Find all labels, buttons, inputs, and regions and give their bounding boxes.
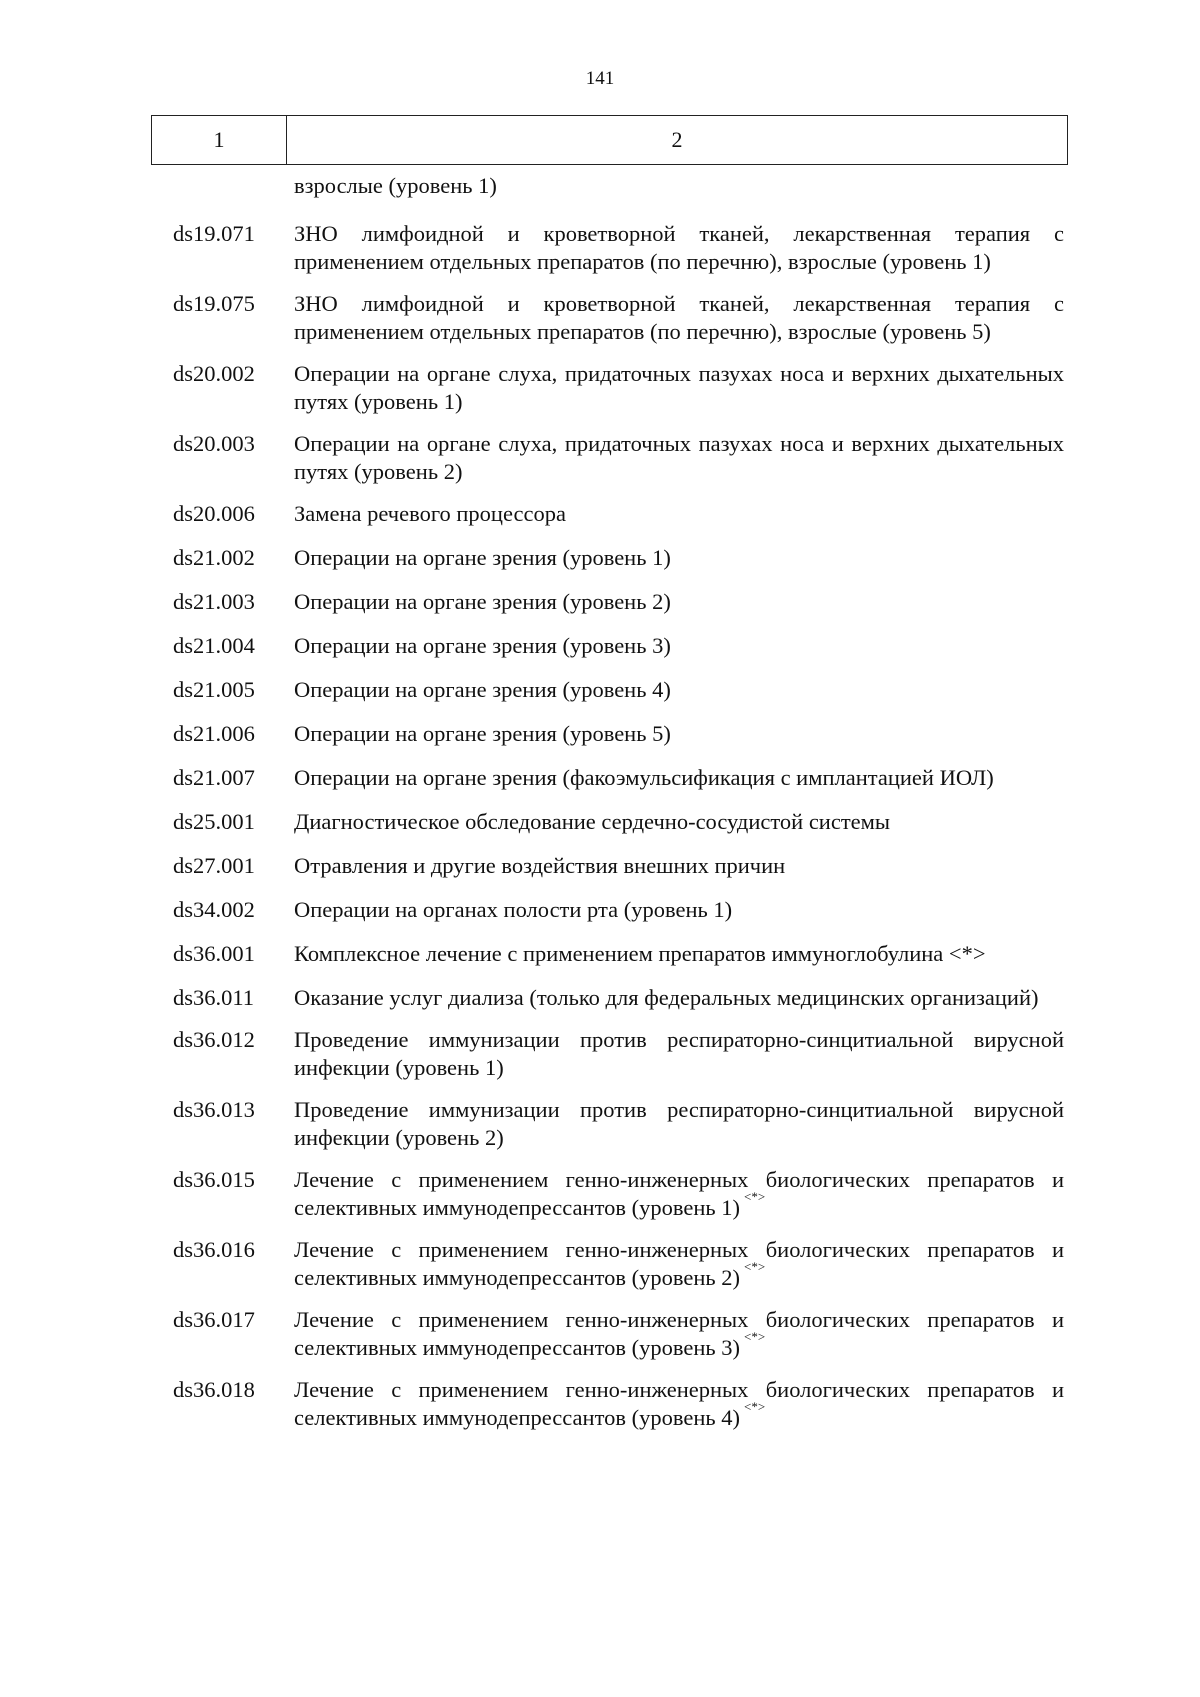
table-row — [151, 720, 1068, 748]
row-description — [294, 220, 1064, 276]
row-description-text: Операции на органе зрения (уровень 4) — [294, 677, 671, 702]
row-code: ds21.002 — [173, 545, 255, 570]
row-code: ds21.003 — [173, 589, 255, 614]
row-code: ds25.001 — [173, 809, 255, 834]
row-description — [294, 676, 1064, 704]
table-row — [151, 984, 1068, 1012]
row-description-text: Операции на органе зрения (факоэмульсификация с имплантацией ИОЛ) — [294, 765, 994, 790]
table-row — [151, 220, 1068, 276]
table-header — [151, 115, 1068, 165]
row-code: ds36.017 — [173, 1307, 255, 1332]
footnote-marker: <*> — [744, 1259, 766, 1274]
row-description-text: Замена речевого процессора — [294, 501, 566, 526]
row-description-text: Операции на органах полости рта (уровень 1) — [294, 897, 733, 922]
row-code: ds36.015 — [173, 1167, 255, 1192]
row-description — [294, 1096, 1064, 1152]
table-row — [151, 1166, 1068, 1222]
row-description — [294, 1026, 1064, 1082]
table-row — [151, 896, 1068, 924]
page-number: 141 — [585, 68, 615, 89]
row-description — [294, 632, 1064, 660]
row-description-text: Проведение иммунизации против респираторно-синцитиальной вирусной инфекции (уровень 1) — [294, 1027, 1064, 1080]
table-header-col1: 1 — [152, 116, 287, 164]
table-row — [151, 1026, 1068, 1082]
continuation-row — [151, 172, 1068, 200]
row-description — [294, 544, 1064, 572]
table-row — [151, 1376, 1068, 1432]
row-description — [294, 588, 1064, 616]
row-description-text: Операции на органе зрения (уровень 1) — [294, 545, 671, 570]
row-code: ds36.013 — [173, 1097, 255, 1122]
table-row — [151, 676, 1068, 704]
table-row — [151, 360, 1068, 416]
row-description — [294, 1306, 1064, 1362]
row-description-text: ЗНО лимфоидной и кроветворной тканей, лекарственная терапия с применением отдельных препаратов (по перечню), взрослые (уровень 5) — [294, 291, 1064, 344]
row-description-text: Операции на органе слуха, придаточных пазухах носа и верхних дыхательных путях (уровень 2) — [294, 431, 1064, 484]
row-description — [294, 984, 1064, 1012]
table-row — [151, 1236, 1068, 1292]
row-description — [294, 940, 1064, 968]
row-description-text: Операции на органе зрения (уровень 5) — [294, 721, 671, 746]
row-description — [294, 1376, 1064, 1432]
row-description — [294, 1166, 1064, 1222]
row-code-empty — [151, 172, 294, 200]
table-row — [151, 290, 1068, 346]
footnote-marker: <*> — [744, 1189, 766, 1204]
table-row — [151, 430, 1068, 486]
row-code: ds19.071 — [173, 221, 255, 246]
row-description — [294, 430, 1064, 486]
row-description-text: Операции на органе зрения (уровень 2) — [294, 589, 671, 614]
table-row — [151, 940, 1068, 968]
row-code: ds20.002 — [173, 361, 255, 386]
row-description-text: Операции на органе слуха, придаточных пазухах носа и верхних дыхательных путях (уровень 1) — [294, 361, 1064, 414]
table-row — [151, 544, 1068, 572]
row-description-text: Диагностическое обследование сердечно-сосудистой системы — [294, 809, 891, 834]
footnote-marker: <*> — [744, 1329, 766, 1344]
row-code: ds36.011 — [173, 985, 255, 1010]
table-row — [151, 632, 1068, 660]
row-code: ds36.012 — [173, 1027, 255, 1052]
row-description — [294, 500, 1064, 528]
row-code: ds21.005 — [173, 677, 255, 702]
continuation-text: взрослые (уровень 1) — [294, 173, 497, 198]
row-description-text: ЗНО лимфоидной и кроветворной тканей, лекарственная терапия с применением отдельных препаратов (по перечню), взрослые (уровень 1) — [294, 221, 1064, 274]
row-code: ds36.018 — [173, 1377, 255, 1402]
row-description — [294, 1236, 1064, 1292]
table-row — [151, 588, 1068, 616]
row-code: ds27.001 — [173, 853, 255, 878]
row-description — [294, 808, 1064, 836]
row-description — [294, 290, 1064, 346]
row-code: ds21.004 — [173, 633, 255, 658]
row-description — [294, 720, 1064, 748]
table-row — [151, 1096, 1068, 1152]
table-row — [151, 764, 1068, 792]
row-code: ds36.001 — [173, 941, 255, 966]
table-body — [151, 172, 1068, 1446]
row-description — [294, 764, 1064, 792]
table-row — [151, 808, 1068, 836]
row-code: ds20.006 — [173, 501, 255, 526]
row-description-text: Лечение с применением генно-инженерных биологических препаратов и селективных иммунодепрессантов (уровень 2) — [294, 1237, 1064, 1290]
row-code: ds36.016 — [173, 1237, 255, 1262]
row-description-text: Проведение иммунизации против респираторно-синцитиальной вирусной инфекции (уровень 2) — [294, 1097, 1064, 1150]
row-description — [294, 360, 1064, 416]
row-description-text: Операции на органе зрения (уровень 3) — [294, 633, 671, 658]
row-code: ds21.006 — [173, 721, 255, 746]
table-row — [151, 500, 1068, 528]
row-description — [294, 896, 1064, 924]
row-description-text: Отравления и другие воздействия внешних причин — [294, 853, 786, 878]
table-row — [151, 1306, 1068, 1362]
table-header-col2: 2 — [671, 127, 683, 152]
footnote-marker: <*> — [744, 1399, 766, 1414]
row-code: ds34.002 — [173, 897, 255, 922]
row-description-text: Лечение с применением генно-инженерных биологических препаратов и селективных иммунодепрессантов (уровень 4) — [294, 1377, 1064, 1430]
table-row — [151, 852, 1068, 880]
row-description — [294, 852, 1064, 880]
row-description-text: Лечение с применением генно-инженерных биологических препаратов и селективных иммунодепрессантов (уровень 3) — [294, 1307, 1064, 1360]
row-code: ds19.075 — [173, 291, 255, 316]
row-description-text: Комплексное лечение с применением препаратов иммуноглобулина <*> — [294, 941, 986, 966]
row-code: ds21.007 — [173, 765, 255, 790]
row-description-text: Лечение с применением генно-инженерных биологических препаратов и селективных иммунодепрессантов (уровень 1) — [294, 1167, 1064, 1220]
row-description-text: Оказание услуг диализа (только для федеральных медицинских организаций) — [294, 985, 1039, 1010]
row-code: ds20.003 — [173, 431, 255, 456]
